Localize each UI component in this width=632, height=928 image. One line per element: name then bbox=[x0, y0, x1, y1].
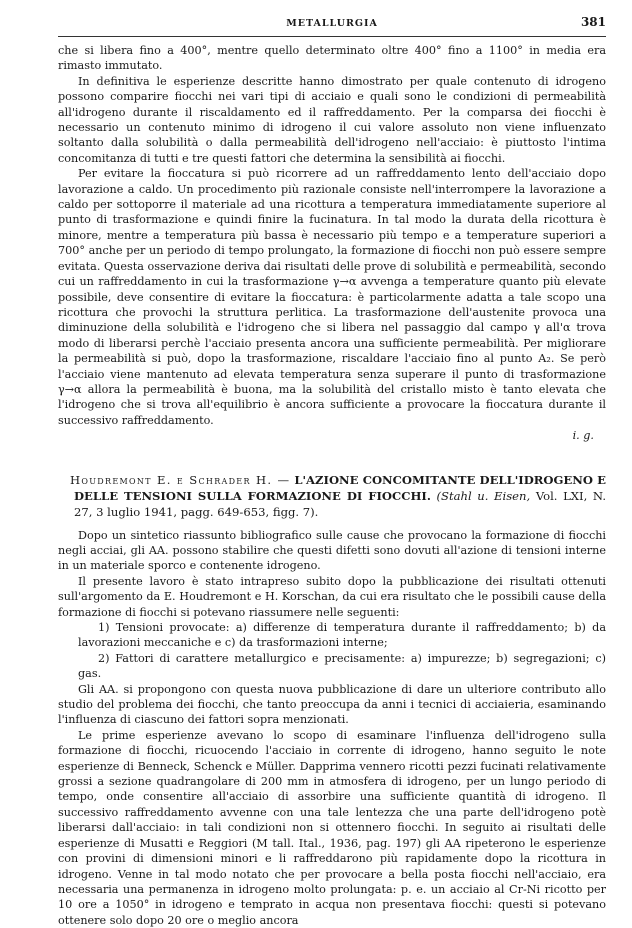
article-details: Vol. LXI, N. 27, 3 luglio 1941, pagg. 649-653, figg. 7). bbox=[74, 488, 607, 519]
running-title: METALLURGIA bbox=[286, 18, 378, 29]
spacer bbox=[58, 520, 606, 528]
paragraph: Il presente lavoro è stato intrapreso subito dopo la pubblicazione dei risultati ottenuti sull'argomento da E. Houdremont e H. Korschan, da cui era risultato che le possibili cause della formazione di fiocchi si potevano riassumere nelle seguenti: bbox=[58, 574, 606, 619]
paragraph: che si libera fino a 400°, mentre quello determinato oltre 400° fino a 1100° in media era rimasto immutato. bbox=[58, 44, 606, 73]
article-source: (Stahl u. Eisen, bbox=[436, 488, 531, 503]
page-header bbox=[58, 14, 606, 37]
section-gap bbox=[58, 444, 606, 472]
paragraph: Dopo un sintetico riassunto bibliografico sulle cause che provocano la formazione di fiocchi negli acciai, gli AA. possono stabilire che questi difetti sono dovuti all'azione di tensioni interne in un materiale sporco e contenente idrogeno. bbox=[58, 528, 606, 573]
author-initials: i. g. bbox=[572, 429, 594, 443]
paragraph: In definitiva le esperienze descritte hanno dimostrato per quale contenuto di idrogeno possono comparire fiocchi nei vari tipi di acciaio e quali sono le condizioni di permeabilità all'idrogeno durante il riscaldamento ed il raffreddamento. Per la comparsa dei fiocchi è necessario un contenuto minimo di idrogeno il cui valore assoluto non viene influenzato soltanto dalla solubilità o dalla permeabilità dell'idrogeno nell'acciaio: è piuttosto l'intima concomitanza di tutti e tre questi fattori che determina la sensibilità ai fiocchi. bbox=[58, 74, 606, 165]
article-reference bbox=[58, 472, 606, 520]
list-item: 1) Tensioni provocate: a) differenze di temperatura durante il raffreddamento; b) da lavorazioni meccaniche e c) da trasformazioni interne; bbox=[78, 621, 606, 650]
paragraph: Gli AA. si propongono con questa nuova pubblicazione di dare un ulteriore contributo allo studio del problema dei fiocchi, che tanto preoccupa da anni i tecnici di acciaieria, esaminando l'influenza di ciascuno dei fattori sopra menzionati. bbox=[58, 682, 606, 727]
paragraph: Le prime esperienze avevano lo scopo di esaminare l'influenza dell'idrogeno sulla formazione di fiocchi, ricuocendo l'acciaio in corrente di idrogeno, hanno seguito le note esperienze di Benneck, Schenck e Müller. Dapprima vennero ricotti pezzi fucinati relativamente grossi a sezione quadrangolare di 200 mm in atmosfera di idrogeno, per un lungo periodo di tempo, onde consentire all'acciaio di assorbire una sufficiente quantità di idrogeno. Il successivo raffreddamento avvenne con una tale lentezza che una parte dell'idrogeno potè liberarsi dall'acciaio: in tali condizioni non si ottennero fiocchi. In seguito ai risultati delle esperienze di Musatti e Reggiori (M tall. Ital., 1936, pag. 197) gli AA ripeterono le esperienze con provini di dimensioni minori e li raffreddarono più rapidamente dopo la ricottura in idrogeno. Venne in tal modo notato che per provocare a bella posta fiocchi nell'acciaio, era necessaria una permanenza in idrogeno molto prolungata: p. e. un acciaio al Cr-Ni ricotto per 10 ore a 1050° in idrogeno e temprato in acqua non presentava fiocchi: questi si potevano ottenere solo dopo 20 ore o meglio ancora bbox=[58, 728, 606, 927]
list-item: 2) Fattori di carattere metallurgico e precisamente: a) impurezze; b) segregazioni; c) gas. bbox=[78, 651, 606, 681]
page-body bbox=[58, 43, 606, 928]
paragraph: Per evitare la fioccatura si può ricorrere ad un raffreddamento lento dell'acciaio dopo lavorazione a caldo. Un procedimento più razionale consiste nell'interrompere la lavorazione a caldo per sottoporre il materiale ad una ricottura a temperatura immediatamente superiore al punto di trasformazione e quindi finire la fucinatura. In tal modo la durata della ricottura è minore, mentre a temperatura più bassa è necessario più tempo e a temperature superiori a 700° anche per un periodo di tempo prolungato, la formazione di fiocchi non può essere sempre evitata. Questa osservazione deriva dai risultati delle prove di solubilità e permeabilità, secondo cui un raffreddamento in cui la trasformazione γ→α avvenga a temperature quanto più elevate possibile, deve consentire di evitare la fioccatura: è particolarmente adatta a tale scopo una ricottura che provochi la struttura perlitica. La trasformazione dell'austenite provoca una diminuzione della solubilità e l'idrogeno che si libera nel passaggio dal campo γ all'α trova modo di liberarsi perchè l'acciaio presenta ancora una sufficiente permeabilità. Per migliorare la permeabilità si può, dopo la trasformazione, riscaldare l'acciaio fino al punto A₂. Se però l'acciaio viene mantenuto ad elevata temperatura senza superare il punto di trasformazione γ→α allora la permeabilità è buona, ma la solubilità del cristallo misto è tanto elevata che l'idrogeno che si trova all'equilibrio è ancora sufficiente a provocare la fioccatura durante il successivo raffreddamento. bbox=[58, 167, 606, 427]
page-number: 381 bbox=[580, 15, 606, 29]
article-authors: Houdremont E. e Schrader H. — bbox=[70, 472, 291, 487]
article-title: L'AZIONE CONCOMITANTE DELL'IDROGENO E DELLE TENSIONI SULLA FORMAZIONE DI FIOCCHI. bbox=[74, 472, 606, 503]
